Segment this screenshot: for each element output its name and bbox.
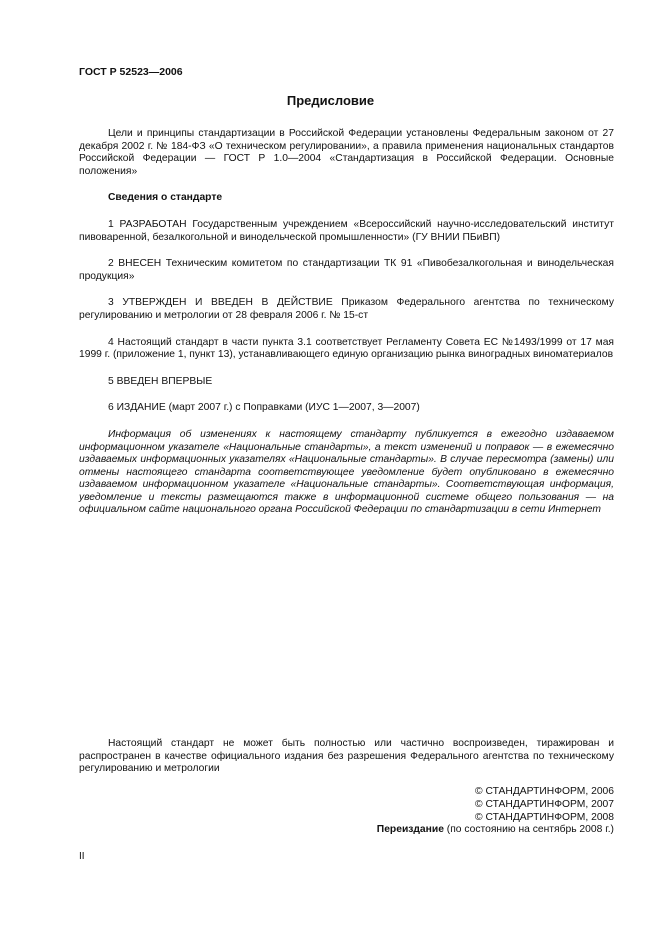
foreword-body bbox=[79, 128, 614, 531]
page-number: II bbox=[79, 851, 85, 862]
section-heading: Сведения о стандарте bbox=[108, 192, 223, 204]
item-conformity: 4 Настоящий стандарт в части пункта 3.1 соответствует Регламенту Совета ЕС №1493/1999 от 17 мая 1999 г. (приложение 1, пункт 13), устанавливающего единую организацию рынка виноградных виноматериалов bbox=[79, 336, 614, 361]
page-title: Предисловие bbox=[286, 93, 375, 108]
copyright-line: © СТАНДАРТИНФОРМ, 2007 bbox=[475, 798, 614, 810]
item-approved: 3 УТВЕРЖДЕН И ВВЕДЕН В ДЕЙСТВИЕ Приказом Федерального агентства по техническому регулированию и метрологии от 28 февраля 2006 г. № 15-ст bbox=[79, 297, 614, 321]
info-note-paragraph: Информация об изменениях к настоящему стандарту публикуется в ежегодно издаваемом информационном указателе «Национальные стандарты», а текст изменений и поправок — в ежемесячно издаваемых информационных указателях «Национальные стандарты». В случае пересмотра (замены) или отмены настоящего стандарта соответствующее уведомление будет опубликовано в ежемесячно издаваемом информационном указателе «Национальные стандарты». Соответствующая информация, уведомление и тексты размещаются также в информационной системе общего пользования — на официальном сайте национального органа Российской Федерации по стандартизации в сети Интернет bbox=[79, 428, 614, 516]
item-edition: 6 ИЗДАНИЕ (март 2007 г.) с Поправками (ИУС 1—2007, 3—2007) bbox=[108, 402, 420, 414]
reissue-text: (по состоянию на сентябрь 2008 г.) bbox=[443, 824, 614, 836]
item-developed: 1 РАЗРАБОТАН Государственным учреждением «Всероссийский научно-исследовательский институт пивоваренной, безалкогольной и винодельческой промышленности» (ГУ ВНИИ ПБиВП) bbox=[79, 218, 614, 243]
reissue-line bbox=[377, 824, 614, 837]
document-id-header: ГОСТ Р 52523—2006 bbox=[79, 66, 183, 78]
item-submitted: 2 ВНЕСЕН Техническим комитетом по стандартизации ТК 91 «Пивобезалкогольная и винодельческая продукция» bbox=[79, 258, 614, 282]
copyright-block bbox=[377, 786, 614, 837]
reissue-label: Переиздание bbox=[376, 824, 444, 836]
reproduction-notice bbox=[79, 738, 614, 776]
reproduction-notice-text: Настоящий стандарт не может быть полностью или частично воспроизведен, тиражирован и распространен в качестве официального издания без разрешения Федерального агентства по техническому регулированию и метрологии bbox=[79, 738, 614, 775]
copyright-line: © СТАНДАРТИНФОРМ, 2008 bbox=[475, 811, 614, 823]
copyright-line: © СТАНДАРТИНФОРМ, 2006 bbox=[475, 786, 614, 797]
item-first-introduced: 5 ВВЕДЕН ВПЕРВЫЕ bbox=[108, 375, 213, 387]
intro-paragraph: Цели и принципы стандартизации в Российской Федерации установлены Федеральным законом от 27 декабря 2002 г. № 184-ФЗ «О техническом регулировании», а правила применения национальных стандартов Российской Федерации — ГОСТ Р 1.0—2004 «Стандартизация в Российской Федерации. Основные положения» bbox=[79, 128, 614, 177]
